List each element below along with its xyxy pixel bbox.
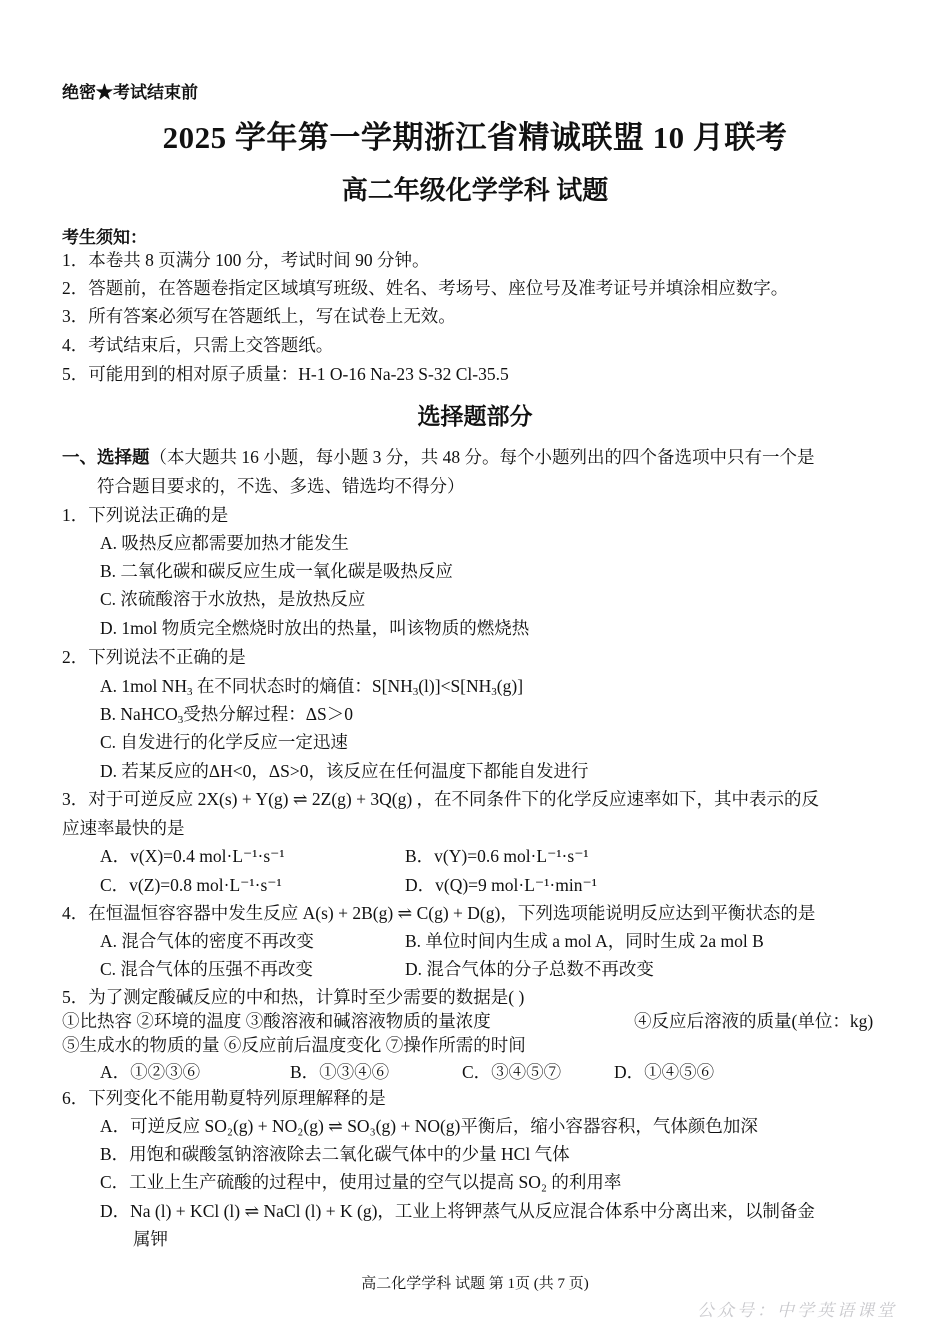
subscript: 3 bbox=[412, 686, 419, 698]
q5-data-items-1: ①比热容 ②环境的温度 ③酸溶液和碱溶液物质的量浓度 bbox=[62, 1011, 491, 1031]
q4-option-b: B. 单位时间内生成 a mol A，同时生成 2a mol B bbox=[405, 931, 764, 951]
q5-data-items-1b: ④反应后溶液的质量(单位：kg) bbox=[634, 1011, 874, 1031]
subscript: 3 bbox=[187, 686, 193, 698]
section-title: 选择题部分 bbox=[417, 404, 533, 429]
q5-option-d: D．①④⑤⑥ bbox=[614, 1062, 715, 1082]
q2-b-text: 受热分解过程：ΔS＞0 bbox=[183, 704, 354, 724]
q1-stem: 1．下列说法正确的是 bbox=[62, 505, 229, 525]
notice-item-3: 3．所有答案必须写在答题纸上，写在试卷上无效。 bbox=[62, 306, 456, 326]
notice-item-2: 2．答题前，在答题卷指定区域填写班级、姓名、考场号、座位号及准考证号并填涂相应数字。 bbox=[62, 278, 789, 298]
q4-option-a: A. 混合气体的密度不再改变 bbox=[100, 931, 314, 951]
notice-item-5: 5．可能用到的相对原子质量：H-1 O-16 Na-23 S-32 Cl-35.5 bbox=[62, 364, 509, 384]
q6-option-d-cont: 属钾 bbox=[133, 1229, 168, 1249]
q2-a-text: A. 1mol NH bbox=[100, 676, 188, 696]
q4-option-c: C. 混合气体的压强不再改变 bbox=[100, 959, 313, 979]
q5-stem: 5．为了测定酸碱反应的中和热，计算时至少需要的数据是( ) bbox=[62, 987, 525, 1007]
exam-title: 2025 学年第一学期浙江省精诚联盟 10 月联考 bbox=[162, 120, 788, 155]
q3-option-c: C．v(Z)=0.8 mol·L⁻¹·s⁻¹ bbox=[100, 875, 282, 895]
q4-stem: 4．在恒温恒容容器中发生反应 A(s) + 2B(g) ⇌ C(g) + D(g)，下列选项能说明反应达到平衡状态的是 bbox=[62, 903, 816, 923]
q5-data-items-2: ⑤生成水的物质的量 ⑥反应前后温度变化 ⑦操作所需的时间 bbox=[62, 1035, 526, 1055]
q2-b-text: B. NaHCO bbox=[100, 704, 178, 724]
q1-option-a: A. 吸热反应都需要加热才能发生 bbox=[100, 533, 349, 553]
part-description: （本大题共 16 小题，每小题 3 分，共 48 分。每个小题列出的四个备选项中只有一个是 bbox=[149, 447, 815, 467]
q6-option-c: C．工业上生产硫酸的过程中，使用过量的空气以提高 SO₂ 的利用率 bbox=[100, 1172, 622, 1192]
q6-option-a: A．可逆反应 SO₂(g) + NO₂(g) ⇌ SO₃(g) + NO(g)平衡后，缩小容器容积，气体颜色加深 bbox=[100, 1116, 758, 1136]
q1-option-b: B. 二氧化碳和碳反应生成一氧化碳是吸热反应 bbox=[100, 561, 453, 581]
q5-option-b: B．①③④⑥ bbox=[290, 1062, 390, 1082]
q6-option-d: D．Na (l) + KCl (l) ⇌ NaCl (l) + K (g)，工业上将钾蒸气从反应混合体系中分离出来，以制备金 bbox=[100, 1201, 815, 1221]
q2-stem: 2．下列说法不正确的是 bbox=[62, 647, 246, 667]
exam-subtitle: 高二年级化学学科 试题 bbox=[341, 176, 609, 205]
notice-heading: 考生须知： bbox=[62, 228, 147, 247]
subscript: 3 bbox=[177, 714, 184, 726]
q3-stem-cont: 应速率最快的是 bbox=[62, 818, 185, 838]
part-heading bbox=[62, 443, 815, 471]
q1-option-c: C. 浓硫酸溶于水放热，是放热反应 bbox=[100, 589, 366, 609]
q3-option-b: B．v(Y)=0.6 mol·L⁻¹·s⁻¹ bbox=[405, 846, 589, 866]
q1-option-d: D. 1mol 物质完全燃烧时放出的热量，叫该物质的燃烧热 bbox=[100, 618, 530, 638]
q2-option-c: C. 自发进行的化学反应一定迅速 bbox=[100, 732, 348, 752]
q2-a-text: 在不同状态时的熵值：S[NH bbox=[196, 676, 413, 696]
q5-option-a: A．①②③⑥ bbox=[100, 1062, 201, 1082]
q4-option-d: D. 混合气体的分子总数不再改变 bbox=[405, 959, 654, 979]
subscript: 3 bbox=[491, 686, 497, 698]
q6-option-b: B．用饱和碳酸氢钠溶液除去二氧化碳气体中的少量 HCl 气体 bbox=[100, 1144, 570, 1164]
notice-item-1: 1．本卷共 8 页满分 100 分，考试时间 90 分钟。 bbox=[62, 250, 430, 270]
watermark: 公众号：中学英语课堂 bbox=[697, 1301, 897, 1320]
part-description-cont: 符合题目要求的，不选、多选、错选均不得分） bbox=[97, 476, 465, 496]
q3-option-d: D．v(Q)=9 mol·L⁻¹·min⁻¹ bbox=[405, 875, 597, 895]
q3-option-a: A．v(X)=0.4 mol·L⁻¹·s⁻¹ bbox=[100, 846, 285, 866]
q6-stem: 6．下列变化不能用勒夏特列原理解释的是 bbox=[62, 1088, 386, 1108]
q2-option-d: D. 若某反应的ΔH<0，ΔS>0，该反应在任何温度下都能自发进行 bbox=[100, 761, 589, 781]
confidential-label: 绝密★考试结束前 bbox=[62, 83, 198, 102]
q2-a-text: (l)]<S[NH bbox=[418, 676, 492, 696]
q3-stem: 3．对于可逆反应 2X(s) + Y(g) ⇌ 2Z(g) + 3Q(g) ，在不同条件下的化学反应速率如下，其中表示的反 bbox=[62, 789, 820, 809]
q5-option-c: C．③④⑤⑦ bbox=[462, 1062, 562, 1082]
page-footer: 高二化学学科 试题 第 1页 (共 7 页) bbox=[361, 1276, 589, 1292]
q2-a-text: (g)] bbox=[496, 676, 524, 696]
part-label: 一、选择题 bbox=[62, 447, 150, 467]
notice-item-4: 4．考试结束后，只需上交答题纸。 bbox=[62, 335, 334, 355]
